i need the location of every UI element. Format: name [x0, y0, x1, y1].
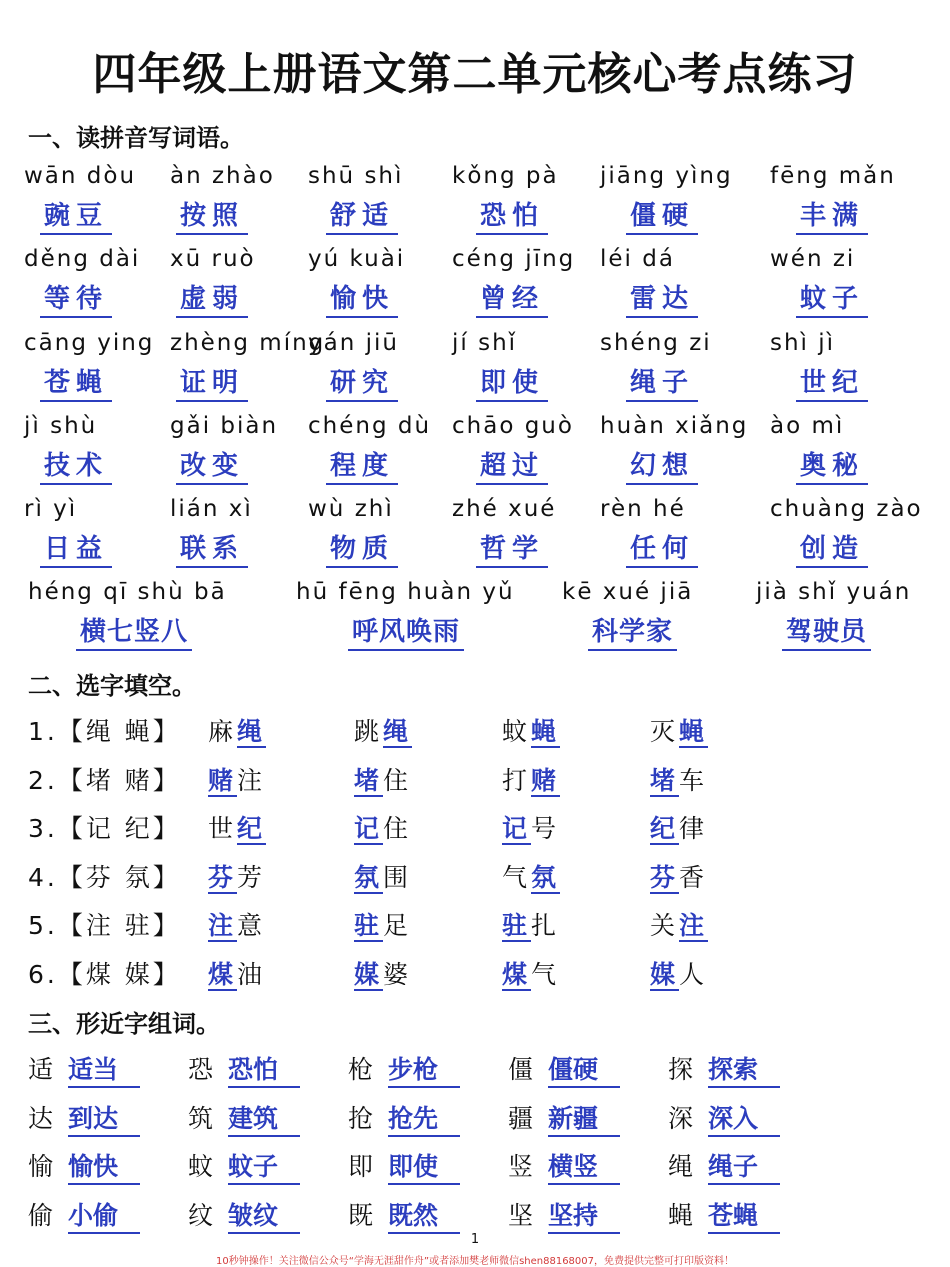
answer-word: 舒适: [326, 199, 398, 235]
pinyin-cell: xū ruò: [170, 246, 256, 272]
word-char: 蚊: [188, 1152, 214, 1181]
word-char: 蝇: [668, 1200, 694, 1230]
pinyin-cell: wù zhì: [308, 496, 394, 522]
pinyin-cell: yán jiū: [308, 330, 399, 356]
word-answer: 横竖: [548, 1147, 620, 1185]
fill-prefix: 蚊: [502, 717, 532, 746]
pinyin-row: [24, 496, 928, 526]
footer-notice: 10秒钟操作！关注微信公众号“学海无涯甜作舟”或者添加樊老师微信shen88168007，免费提供完整可打印版资料！: [215, 1256, 735, 1267]
answer-word: 曾经: [476, 282, 548, 318]
answer-word: 创造: [796, 532, 868, 568]
answer-word: 丰满: [796, 199, 868, 235]
fill-answer: 芬: [208, 862, 238, 892]
fill-row: [28, 858, 928, 898]
pinyin-cell: jià shǐ yuán: [756, 579, 912, 605]
answer-word: 恐怕: [476, 199, 548, 235]
pinyin-cell: shū shì: [308, 163, 404, 189]
answer-word: 按照: [176, 199, 248, 235]
answer-row: [28, 615, 928, 651]
fill-answer: 纪: [650, 814, 680, 843]
fill-suffix: 车: [679, 765, 709, 795]
answer-word: 豌豆: [40, 199, 112, 235]
word-item: [508, 1050, 620, 1088]
fill-answer: 驻: [502, 911, 532, 940]
pinyin-cell: gǎi biàn: [170, 413, 279, 439]
fill-item: [502, 761, 560, 797]
fill-prefix: 麻: [208, 717, 238, 746]
answer-row: [28, 532, 928, 568]
word-answer: 僵硬: [548, 1050, 620, 1088]
fill-item: [354, 809, 412, 845]
fill-row-label: 3.【记 纪】: [28, 814, 181, 843]
page-title: 四年级上册语文第二单元核心考点练习: [92, 49, 858, 100]
word-answer: 恐怕: [228, 1050, 300, 1088]
word-row: [28, 1196, 928, 1236]
fill-item: [208, 955, 266, 991]
answer-word: 绳子: [626, 366, 698, 402]
fill-item: [502, 712, 560, 748]
fill-row-label: 6.【煤 媒】: [28, 959, 181, 989]
answer-word: 等待: [40, 282, 112, 318]
word-answer: 适当: [68, 1050, 140, 1088]
word-item: [348, 1147, 460, 1185]
word-char: 既: [348, 1200, 374, 1230]
fill-item: [354, 712, 412, 748]
word-item: [188, 1099, 300, 1137]
word-answer: 探索: [708, 1050, 780, 1088]
pinyin-cell: jí shǐ: [452, 330, 518, 356]
fill-row-label: 1.【绳 蝇】: [28, 717, 181, 746]
fill-row: [28, 809, 928, 849]
word-item: [188, 1147, 300, 1185]
answer-word: 即使: [476, 366, 548, 402]
pinyin-cell: děng dài: [24, 246, 141, 272]
word-answer: 皱纹: [228, 1196, 300, 1234]
answer-word: 科学家: [588, 615, 677, 651]
fill-suffix: 律: [679, 814, 709, 843]
answer-word: 任何: [626, 532, 698, 568]
pinyin-cell: zhé xué: [452, 496, 557, 522]
word-char: 愉: [28, 1152, 54, 1181]
fill-suffix: 意: [237, 911, 267, 940]
word-row: [28, 1147, 928, 1187]
answer-word: 物质: [326, 532, 398, 568]
word-answer: 建筑: [228, 1099, 300, 1137]
fill-item: [650, 761, 708, 797]
fill-answer: 赌: [208, 765, 238, 795]
answer-word: 奥秘: [796, 449, 868, 485]
word-item: [668, 1196, 780, 1234]
fill-item: [354, 906, 412, 942]
pinyin-cell: rì yì: [24, 496, 78, 522]
answer-word: 苍蝇: [40, 366, 112, 402]
fill-prefix: 打: [502, 765, 532, 795]
fill-answer: 氛: [531, 862, 561, 892]
fill-answer: 记: [502, 814, 532, 843]
word-char: 纹: [188, 1200, 214, 1230]
answer-word: 僵硬: [626, 199, 698, 235]
word-item: [508, 1147, 620, 1185]
fill-suffix: 扎: [531, 911, 561, 940]
fill-answer: 堵: [650, 765, 680, 795]
pinyin-cell: chuàng zào: [770, 496, 923, 522]
word-answer: 深入: [708, 1099, 780, 1137]
fill-answer: 蝇: [679, 717, 709, 746]
word-row: [28, 1099, 928, 1139]
word-char: 筑: [188, 1103, 214, 1133]
word-char: 深: [668, 1103, 694, 1133]
pinyin-cell: zhèng míng: [170, 330, 326, 356]
fill-item: [208, 906, 266, 942]
fill-answer: 氛: [354, 862, 384, 892]
fill-suffix: 住: [383, 814, 413, 843]
word-char: 抢: [348, 1103, 374, 1133]
pinyin-cell: hū fēng huàn yǔ: [296, 579, 515, 605]
fill-suffix: 注: [237, 765, 267, 795]
fill-item: [650, 955, 708, 991]
fill-answer: 记: [354, 814, 384, 843]
answer-word: 超过: [476, 449, 548, 485]
word-char: 绳: [668, 1152, 694, 1181]
word-item: [28, 1050, 140, 1088]
word-answer: 既然: [388, 1196, 460, 1234]
fill-suffix: 气: [531, 959, 561, 989]
answer-word: 世纪: [796, 366, 868, 402]
fill-suffix: 油: [237, 959, 267, 989]
word-row: [28, 1050, 928, 1090]
fill-suffix: 香: [679, 862, 709, 892]
page-number: 1: [470, 1232, 480, 1247]
fill-answer: 媒: [354, 959, 384, 989]
fill-answer: 驻: [354, 911, 384, 940]
section-1-heading: 一、读拼音写词语。: [28, 124, 244, 152]
answer-word: 技术: [40, 449, 112, 485]
answer-word: 驾驶员: [782, 615, 871, 651]
pinyin-cell: cāng ying: [24, 330, 155, 356]
fill-row-label: 4.【芬 氛】: [28, 862, 181, 892]
word-char: 偷: [28, 1200, 54, 1230]
fill-item: [502, 906, 560, 942]
fill-prefix: 气: [502, 862, 532, 892]
answer-row: [28, 282, 928, 318]
fill-item: [502, 809, 560, 845]
word-item: [508, 1099, 620, 1137]
pinyin-cell: shì jì: [770, 330, 836, 356]
word-item: [188, 1050, 300, 1088]
word-answer: 新疆: [548, 1099, 620, 1137]
pinyin-cell: kǒng pà: [452, 163, 559, 189]
fill-item: [354, 858, 412, 894]
fill-item: [650, 858, 708, 894]
fill-item: [650, 712, 708, 748]
answer-row: [28, 449, 928, 485]
word-answer: 愉快: [68, 1147, 140, 1185]
pinyin-cell: jì shù: [24, 413, 98, 439]
fill-answer: 煤: [208, 959, 238, 989]
word-item: [668, 1050, 780, 1088]
answer-word: 雷达: [626, 282, 698, 318]
section-2-heading: 二、选字填空。: [28, 672, 196, 700]
fill-answer: 赌: [531, 765, 561, 795]
word-item: [348, 1196, 460, 1234]
pinyin-cell: fēng mǎn: [770, 163, 896, 189]
word-item: [348, 1050, 460, 1088]
fill-suffix: 号: [531, 814, 561, 843]
fill-answer: 绳: [383, 717, 413, 746]
fill-item: [502, 858, 560, 894]
fill-suffix: 芳: [237, 862, 267, 892]
answer-word: 改变: [176, 449, 248, 485]
word-answer: 即使: [388, 1147, 460, 1185]
fill-item: [650, 906, 708, 942]
word-answer: 苍蝇: [708, 1196, 780, 1234]
answer-word: 虚弱: [176, 282, 248, 318]
pinyin-row: [24, 330, 928, 360]
fill-item: [502, 955, 560, 991]
answer-word: 联系: [176, 532, 248, 568]
word-item: [28, 1099, 140, 1137]
word-char: 僵: [508, 1055, 534, 1084]
answer-word: 研究: [326, 366, 398, 402]
fill-answer: 蝇: [531, 717, 561, 746]
pinyin-cell: rèn hé: [600, 496, 686, 522]
word-char: 竖: [508, 1152, 534, 1181]
word-item: [188, 1196, 300, 1234]
answer-word: 幻想: [626, 449, 698, 485]
word-item: [348, 1099, 460, 1137]
word-answer: 绳子: [708, 1147, 780, 1185]
answer-word: 蚊子: [796, 282, 868, 318]
pinyin-cell: àn zhào: [170, 163, 275, 189]
word-answer: 蚊子: [228, 1147, 300, 1185]
fill-answer: 绳: [237, 717, 267, 746]
pinyin-cell: céng jīng: [452, 246, 576, 272]
word-item: [668, 1099, 780, 1137]
answer-word: 横七竖八: [76, 615, 192, 651]
fill-item: [354, 761, 412, 797]
word-answer: 到达: [68, 1099, 140, 1137]
fill-suffix: 足: [383, 911, 413, 940]
fill-row: [28, 955, 928, 995]
word-char: 达: [28, 1103, 54, 1133]
fill-answer: 堵: [354, 765, 384, 795]
fill-answer: 煤: [502, 959, 532, 989]
pinyin-cell: chāo guò: [452, 413, 574, 439]
word-char: 枪: [348, 1055, 374, 1084]
pinyin-cell: léi dá: [600, 246, 675, 272]
answer-word: 呼风唤雨: [348, 615, 464, 651]
fill-answer: 注: [208, 911, 238, 940]
word-item: [28, 1196, 140, 1234]
fill-item: [208, 809, 266, 845]
word-item: [28, 1147, 140, 1185]
fill-row: [28, 906, 928, 946]
pinyin-cell: wān dòu: [24, 163, 137, 189]
answer-row: [28, 199, 928, 235]
pinyin-cell: yú kuài: [308, 246, 406, 272]
fill-suffix: 围: [383, 862, 413, 892]
fill-item: [208, 761, 266, 797]
pinyin-cell: shéng zi: [600, 330, 712, 356]
answer-word: 证明: [176, 366, 248, 402]
word-answer: 步枪: [388, 1050, 460, 1088]
fill-item: [208, 712, 266, 748]
pinyin-cell: huàn xiǎng: [600, 413, 749, 439]
fill-suffix: 人: [679, 959, 709, 989]
pinyin-cell: héng qī shù bā: [28, 579, 227, 605]
pinyin-row: [24, 163, 928, 193]
word-char: 即: [348, 1152, 374, 1181]
word-item: [668, 1147, 780, 1185]
pinyin-cell: lián xì: [170, 496, 253, 522]
section-3-heading: 三、形近字组词。: [28, 1010, 220, 1038]
fill-answer: 媒: [650, 959, 680, 989]
fill-prefix: 世: [208, 814, 238, 843]
fill-prefix: 灭: [650, 717, 680, 746]
word-char: 坚: [508, 1200, 534, 1230]
answer-word: 哲学: [476, 532, 548, 568]
answer-row: [28, 366, 928, 402]
fill-row-label: 5.【注 驻】: [28, 911, 181, 940]
fill-answer: 纪: [237, 814, 267, 843]
word-item: [508, 1196, 620, 1234]
fill-row-label: 2.【堵 赌】: [28, 765, 181, 795]
fill-suffix: 婆: [383, 959, 413, 989]
pinyin-cell: chéng dù: [308, 413, 432, 439]
pinyin-row: [24, 413, 928, 443]
pinyin-cell: kē xué jiā: [562, 579, 694, 605]
word-char: 探: [668, 1055, 694, 1084]
pinyin-row: [24, 246, 928, 276]
fill-item: [208, 858, 266, 894]
word-char: 疆: [508, 1103, 534, 1133]
pinyin-cell: ào mì: [770, 413, 845, 439]
pinyin-cell: jiāng yìng: [600, 163, 733, 189]
answer-word: 愉快: [326, 282, 398, 318]
fill-suffix: 住: [383, 765, 413, 795]
fill-prefix: 关: [650, 911, 680, 940]
answer-word: 程度: [326, 449, 398, 485]
fill-item: [354, 955, 412, 991]
word-char: 恐: [188, 1055, 214, 1084]
word-answer: 小偷: [68, 1196, 140, 1234]
fill-answer: 芬: [650, 862, 680, 892]
pinyin-cell: wén zi: [770, 246, 856, 272]
fill-answer: 注: [679, 911, 709, 940]
fill-item: [650, 809, 708, 845]
word-answer: 抢先: [388, 1099, 460, 1137]
word-answer: 坚持: [548, 1196, 620, 1234]
fill-row: [28, 761, 928, 801]
fill-row: [28, 712, 928, 752]
pinyin-row: [28, 579, 928, 609]
word-char: 适: [28, 1055, 54, 1084]
answer-word: 日益: [40, 532, 112, 568]
fill-prefix: 跳: [354, 717, 384, 746]
